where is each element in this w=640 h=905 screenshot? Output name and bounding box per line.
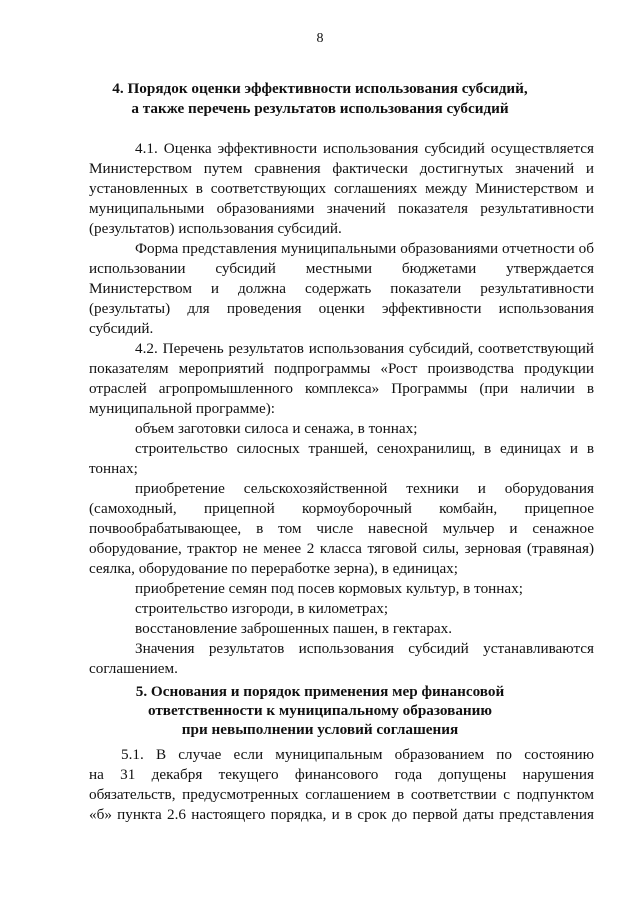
text-line: сеялка, оборудование по переработке зерна), в единицах; [89,560,458,577]
text-line: восстановление заброшенных пашен, в гектарах. [135,620,453,637]
text-line: установленных в соответствующих соглашениях между Министерством и [89,180,594,197]
section-4-title [80,79,560,119]
section-5-title-line: ответственности к муниципальному образованию [147,702,493,719]
text-line: строительство изгороди, в километрах; [135,600,389,617]
text-line: (результаты) для проведения оценки эффективности использования [89,300,594,317]
text-line: 4.1. Оценка эффективности использования субсидий осуществляется [135,140,594,157]
text-line: строительство силосных траншей, сенохранилищ, в единицах и в [135,440,594,457]
text-line: оборудование, трактор не менее 2 класса тяговой силы, зерновая (травяная) [89,540,594,557]
text-line: 4.2. Перечень результатов использования субсидий, соответствующий [135,340,594,357]
text-line: показателям мероприятий подпрограммы «Рост производства продукции [89,360,594,377]
text-line: почвообрабатывающее, в том числе навесной мульчер и сенажное [89,520,594,537]
page-number: 8 [316,31,324,46]
text-line: Форма представления муниципальными образованиями отчетности об [135,240,594,257]
text-line: 5.1. В случае если муниципальным образованием по состоянию [121,746,594,763]
text-line: Министерством и должна содержать показатели результативности [89,280,594,297]
section-5-title-line: при невыполнении условий соглашения [181,721,459,738]
text-line: (самоходный, прицепной кормоуборочный комбайн, прицепное [89,500,594,517]
section-4-title-line: а также перечень результатов использования субсидий [131,100,509,117]
text-line: Значения результатов использования субсидий устанавливаются [135,640,594,657]
text-line: муниципальными образованиями значений показателя результативности [89,200,594,217]
text-line: использовании субсидий местными бюджетами утверждается [89,260,594,277]
section-5-title [80,682,560,739]
text-line: (результатов) использования субсидий. [89,220,342,237]
text-line: приобретение сельскохозяйственной техники и оборудования [135,480,594,497]
text-line: отраслей агропромышленного комплекса» Программы (при наличии в [89,380,594,397]
text-line: «б» пункта 2.6 настоящего порядка, и в срок до первой даты представления [89,806,594,823]
text-line: Министерством путем сравнения фактически достигнутых значений и [89,160,594,177]
text-line: на 31 декабря текущего финансового года допущены нарушения [89,766,594,783]
section-5-body [89,745,594,825]
text-line: обязательств, предусмотренных соглашением в соответствии с подпунктом [89,786,594,803]
section-4-title-line: 4. Порядок оценки эффективности использования субсидий, [112,80,528,97]
text-line: тоннах; [89,460,138,477]
text-line: муниципальной программе): [89,400,275,417]
text-line: субсидий. [89,320,154,337]
text-line: приобретение семян под посев кормовых культур, в тоннах; [135,580,523,597]
section-5-title-line: 5. Основания и порядок применения мер финансовой [135,683,505,700]
section-4-body [89,139,594,679]
text-line: объем заготовки силоса и сенажа, в тоннах; [135,420,418,437]
text-line: соглашением. [89,660,178,677]
